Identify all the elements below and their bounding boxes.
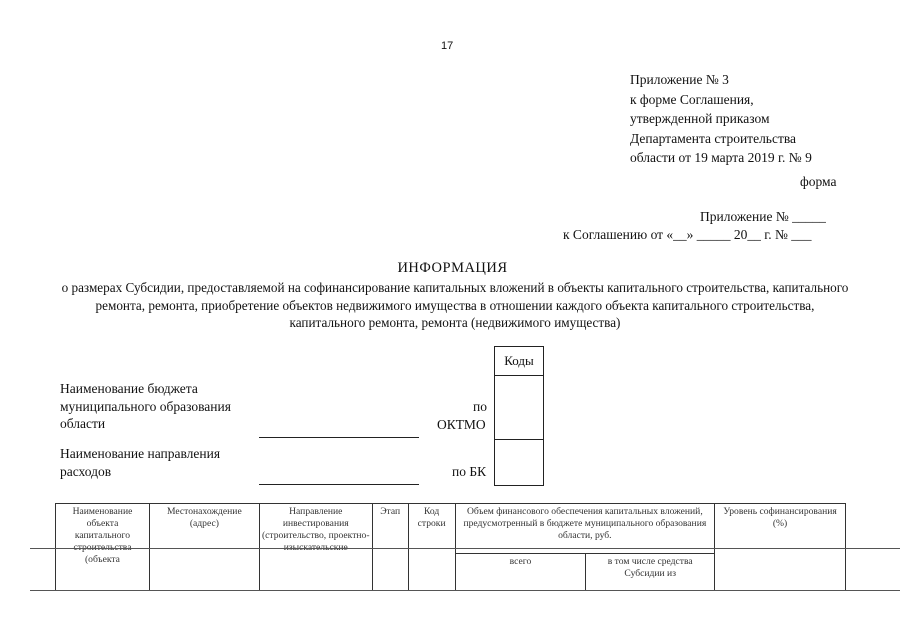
direction-name-label xyxy=(60,445,220,480)
header-including-subsidy: в том числе средства Субсидии из xyxy=(586,553,715,590)
label-line: муниципального образования xyxy=(60,398,231,414)
page-number: 17 xyxy=(441,40,454,52)
scan-artifact-line xyxy=(30,548,900,549)
codes-header: Коды xyxy=(495,347,543,376)
header-total: всего xyxy=(455,553,586,590)
header-stage: Этап xyxy=(372,504,408,591)
appendix-line: Приложение № 3 xyxy=(630,72,729,87)
header-object-name: Наименование объекта капитального строительства (объекта xyxy=(56,504,150,591)
header-row-code: Код строки xyxy=(408,504,455,591)
scan-artifact-line xyxy=(30,590,900,591)
codes-box xyxy=(494,346,544,486)
label-line: области xyxy=(60,416,106,431)
info-table xyxy=(55,503,846,591)
budget-name-label xyxy=(60,380,231,433)
direction-field-line xyxy=(259,484,419,485)
document-title: ИНФОРМАЦИЯ xyxy=(397,260,508,276)
appendix-line: Департамента строительства xyxy=(630,130,797,146)
header-cofinancing-level: Уровень софинансирования (%) xyxy=(715,504,846,591)
appendix-line: области от 19 марта 2019 г. № 9 xyxy=(630,150,812,165)
label-line: Наименование направления xyxy=(60,446,221,461)
appendix-line: утвержденной приказом xyxy=(630,111,770,126)
appendix-header xyxy=(630,70,812,168)
table-header-row xyxy=(56,504,846,554)
oktmo-label: ОКТМО xyxy=(437,417,486,432)
po-bk-label: по БК xyxy=(452,464,487,479)
label-line: Наименование бюджета xyxy=(60,381,198,396)
label-line: расходов xyxy=(60,463,112,479)
appendix-line: к форме Соглашения, xyxy=(630,91,754,107)
header-location: Местонахождение (адрес) xyxy=(149,504,259,591)
appendix-blank: Приложение № _____ xyxy=(700,209,826,224)
header-funding-volume: Объем финансового обеспечения капитальных вложений, предусмотренный в бюджете муниципального образования области, руб. xyxy=(455,504,714,554)
codes-separator xyxy=(495,439,543,440)
po-label: по xyxy=(473,399,487,414)
form-label: форма xyxy=(800,174,837,189)
document-subtitle: о размерах Субсидии, предоставляемой на софинансирование капитальных вложений в объекты капитального строительства, капитального ремонта, ремонта, приобретение объектов недвижимого имущества в отношении каждого объекта капитального строительства, капитального ремонта, ремонта (недвижимого имущества) xyxy=(61,280,849,330)
budget-name-field-line xyxy=(259,437,419,438)
header-investment-direction: Направление инвестирования (строительство, проектно-изыскательские xyxy=(259,504,372,591)
agreement-reference: к Соглашению от «__» _____ 20__ г. № ___ xyxy=(563,227,812,242)
